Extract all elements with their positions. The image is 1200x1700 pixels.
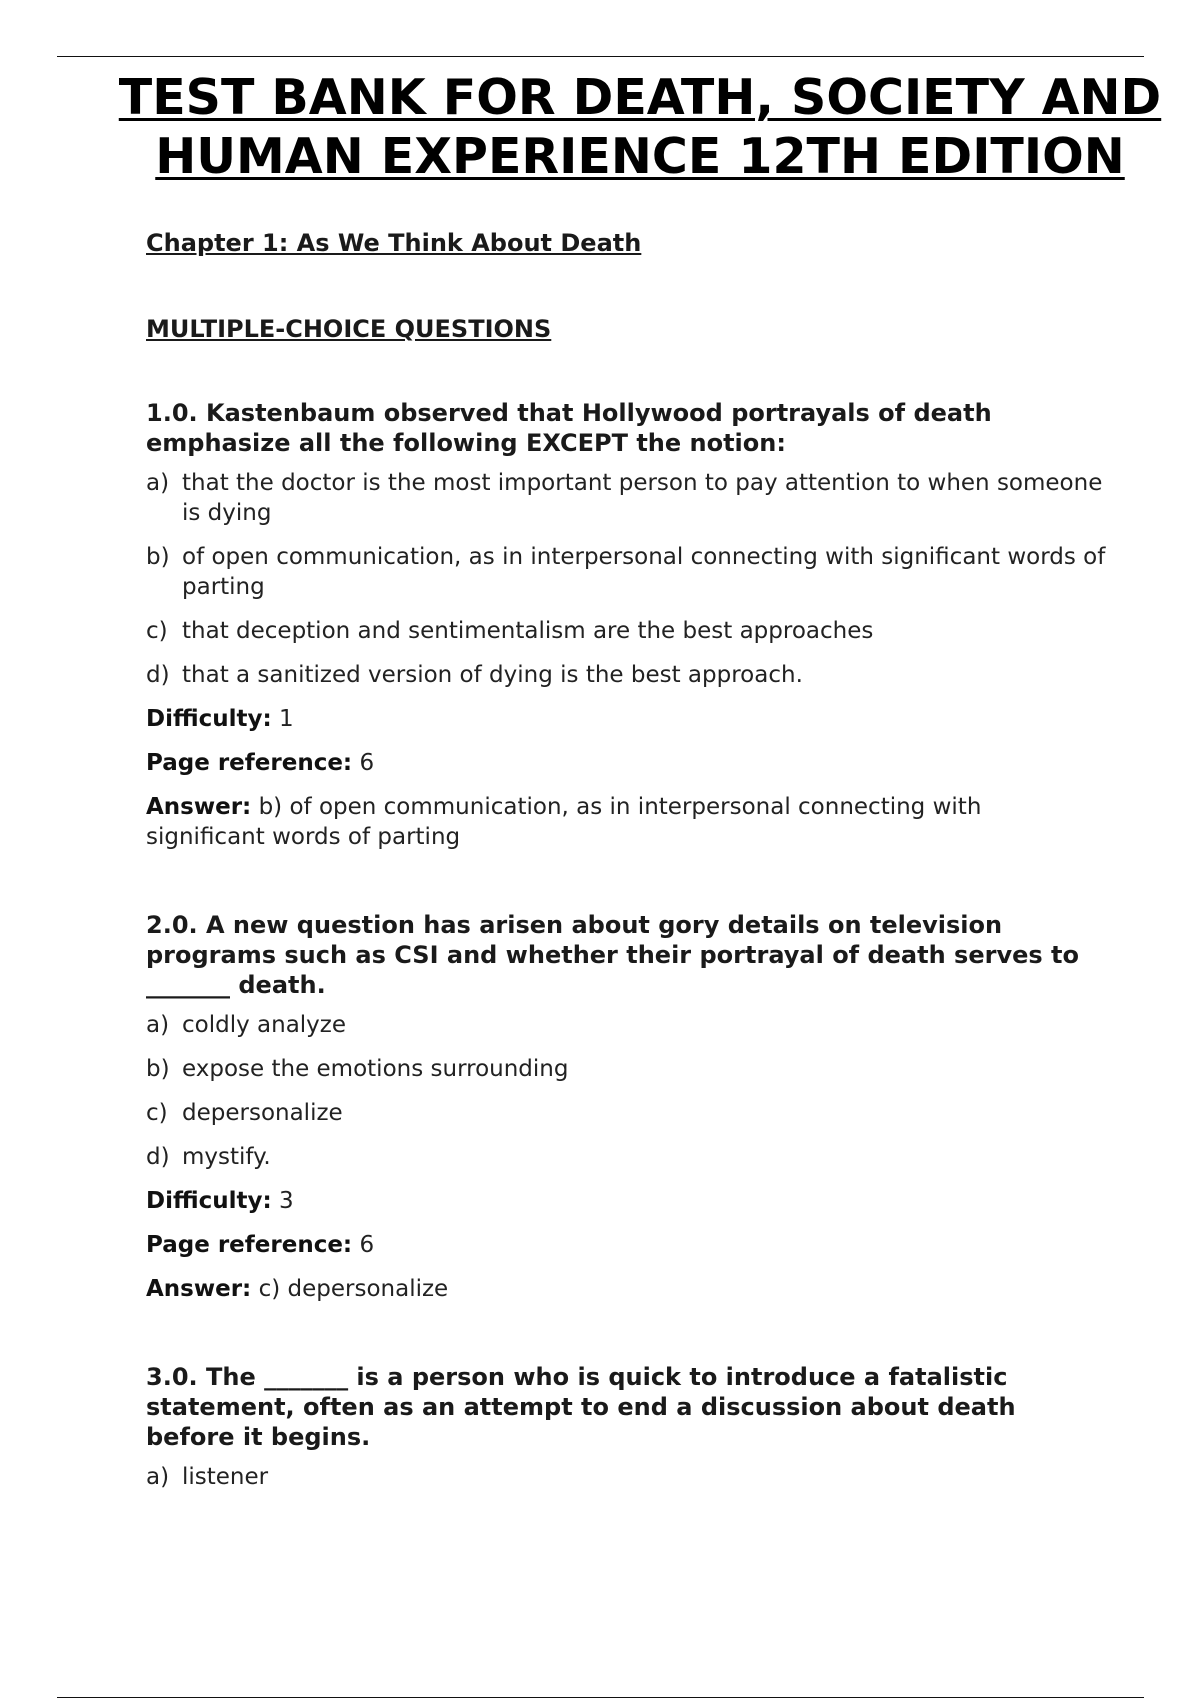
- chapter-heading: Chapter 1: As We Think About Death: [146, 229, 642, 257]
- top-rule: [57, 56, 1144, 57]
- difficulty-label: Difficulty:: [146, 1188, 272, 1214]
- page-reference-line: [146, 1230, 1106, 1260]
- option-text: that the doctor is the most important person to pay attention to when someone is dying: [182, 470, 1103, 526]
- option-text: that deception and sentimentalism are the best approaches: [182, 618, 874, 644]
- question-text: 2.0. A new question has arisen about gory details on television programs such as CSI and whether their portrayal of death serves to _______ death.: [146, 911, 1079, 999]
- difficulty-label: Difficulty:: [146, 706, 272, 732]
- answer-line: [146, 792, 1106, 852]
- option-text: depersonalize: [182, 1100, 343, 1126]
- options-list: [146, 468, 1106, 690]
- title-line-1: TEST BANK FOR DEATH, SOCIETY AND: [118, 69, 1162, 126]
- option-letter: b): [146, 1056, 170, 1082]
- difficulty-line: [146, 704, 1106, 734]
- page-reference-line: [146, 748, 1106, 778]
- option-letter: a): [146, 1464, 170, 1490]
- option-c: [146, 1098, 1106, 1128]
- options-list: [146, 1462, 1106, 1492]
- option-letter: d): [146, 662, 170, 688]
- option-text: of open communication, as in interpersonal connecting with significant words of parting: [182, 544, 1106, 600]
- options-list: [146, 1010, 1106, 1172]
- page-reference-value: 6: [359, 750, 375, 776]
- document-body: [146, 228, 1106, 1506]
- page-reference-label: Page reference:: [146, 1232, 353, 1258]
- question-1: [146, 398, 1106, 852]
- option-a: [146, 1462, 1106, 1492]
- difficulty-value: 1: [279, 706, 294, 732]
- question-3: [146, 1362, 1106, 1492]
- option-b: [146, 542, 1106, 602]
- option-text: listener: [182, 1464, 269, 1490]
- option-text: that a sanitized version of dying is the best approach.: [182, 662, 803, 688]
- difficulty-line: [146, 1186, 1106, 1216]
- option-letter: b): [146, 544, 170, 570]
- title-line-2: HUMAN EXPERIENCE 12TH EDITION: [155, 128, 1125, 185]
- answer-value: c) depersonalize: [258, 1276, 449, 1302]
- answer-label: Answer:: [146, 794, 252, 820]
- option-a: [146, 468, 1106, 528]
- option-d: [146, 660, 1106, 690]
- question-2: [146, 910, 1106, 1304]
- section-heading: MULTIPLE-CHOICE QUESTIONS: [146, 315, 552, 343]
- option-text: expose the emotions surrounding: [182, 1056, 569, 1082]
- option-text: coldly analyze: [182, 1012, 347, 1038]
- option-letter: a): [146, 1012, 170, 1038]
- answer-value: b) of open communication, as in interpersonal connecting with significant words of parting: [146, 794, 982, 850]
- option-a: [146, 1010, 1106, 1040]
- difficulty-value: 3: [279, 1188, 294, 1214]
- option-b: [146, 1054, 1106, 1084]
- document-title: [110, 68, 1170, 186]
- option-d: [146, 1142, 1106, 1172]
- answer-label: Answer:: [146, 1276, 252, 1302]
- option-letter: c): [146, 618, 168, 644]
- answer-line: [146, 1274, 1106, 1304]
- page-reference-label: Page reference:: [146, 750, 353, 776]
- option-c: [146, 616, 1106, 646]
- bottom-rule: [57, 1697, 1144, 1698]
- question-text: 1.0. Kastenbaum observed that Hollywood portrayals of death emphasize all the following EXCEPT the notion:: [146, 399, 992, 457]
- page-reference-value: 6: [359, 1232, 375, 1258]
- option-letter: c): [146, 1100, 168, 1126]
- option-text: mystify.: [182, 1144, 271, 1170]
- option-letter: a): [146, 470, 170, 496]
- question-text: 3.0. The _______ is a person who is quick to introduce a fatalistic statement, often as an attempt to end a discussion about death before it begins.: [146, 1363, 1016, 1451]
- option-letter: d): [146, 1144, 170, 1170]
